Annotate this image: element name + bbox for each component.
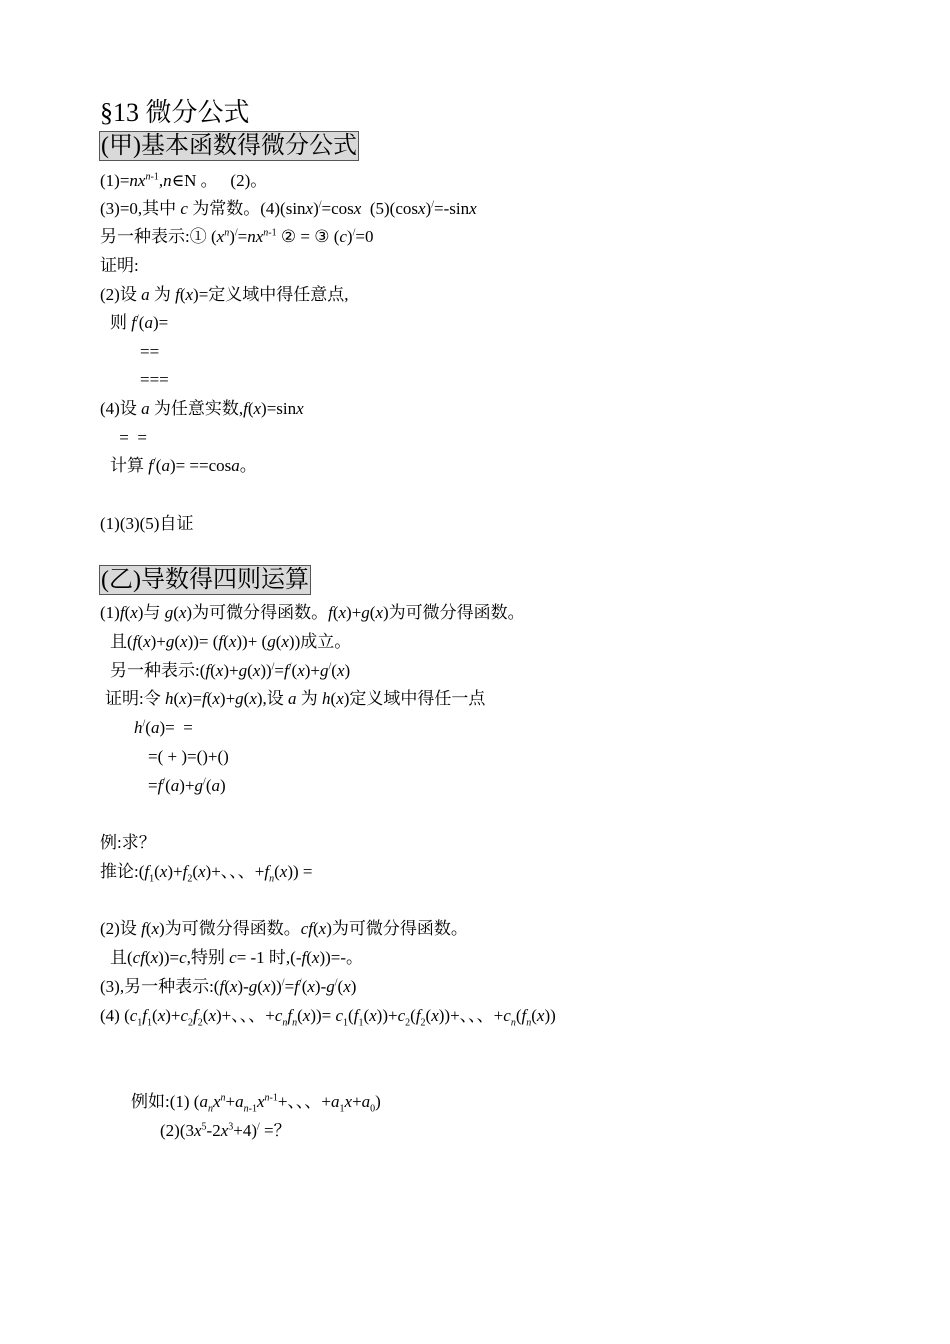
page-title: §13 微分公式 <box>100 98 250 127</box>
formula-line-b13: (4) ($c_1f_1(x)+c_2f_2(x)+$、、、$+c_nf_n(x))= c_1(f_1(x))+c_2(f_2(x))+$、、、$+c_n(f_n(x))$ <box>100 1006 556 1029</box>
formula-line-b7: =f/(a)+g/(a) <box>148 776 226 795</box>
formula-line-b15: $(2)(3x^5-2x^3+4)^/$ =？ <box>160 1121 291 1140</box>
formula-line-a3: 另一种表示:① $(x^n)^/=nx^{n-1}$ ② = ③ (c)/=0 <box>100 227 374 246</box>
formula-line-a7: == <box>140 342 160 361</box>
formula-line-b14: 例如:(1) ($a_nx^n+a_{n-1}x^{n-1}+$、、、$+a_1x+a_0$) <box>131 1092 381 1115</box>
formula-line-b5: h/(a)= = <box>134 718 193 737</box>
section-heading-b: (乙)导数得四则运算 <box>101 567 309 593</box>
formula-line-b2: 且(f(x)+g(x))= (f(x))+ (g(x))成立。 <box>110 632 352 651</box>
formula-line-b11: 且(cf(x))=c,特别 c= -1 时,(-f(x))=-。 <box>110 948 364 967</box>
formula-line-b3: 另一种表示:(f(x)+g(x))/=f/(x)+g/(x) <box>110 661 351 680</box>
formula-line-a1: $(1)=nx^{n-1},n\in N$ 。 (2)。 <box>100 171 268 190</box>
formula-line-a5: (2)设 a 为 f(x)=定义域中得任意点, <box>100 285 349 304</box>
example-line: 例:求？ <box>100 833 156 852</box>
formula-line-b4: 证明:令 h(x)=f(x)+g(x),设 a 为 h(x)定义域中得任一点 <box>105 689 486 708</box>
formula-line-a8: === <box>140 370 169 389</box>
formula-line-b9: 推论$:(f_1(x)+f_2(x)+$、、、$+f_n(x)$) = <box>100 862 313 885</box>
formula-line-a2: (3)=0,其中 c 为常数。(4)(sinx)/=cosx (5)(cosx)/=-sinx <box>100 199 477 218</box>
formula-line-a10: = = <box>115 428 147 447</box>
formula-line-a9: (4)设 a 为任意实数,f(x)=sinx <box>100 399 304 418</box>
formula-line-b6: =( + )=()+() <box>148 747 229 766</box>
formula-line-b10: (2)设 f(x)为可微分得函数。cf(x)为可微分得函数。 <box>100 919 468 938</box>
section-heading-a: (甲)基本函数得微分公式 <box>101 133 357 159</box>
proof-label: 证明: <box>100 256 139 275</box>
formula-line-b1: (1)f(x)与 g(x)为可微分得函数。f(x)+g(x)为可微分得函数。 <box>100 603 525 622</box>
formula-line-b12: (3),另一种表示:(f(x)-g(x))/=f/(x)-g/(x) <box>100 977 357 996</box>
formula-line-a11: 计算 f/(a)= ==cosa。 <box>110 456 257 475</box>
formula-line-a6: 则 f/(a)= <box>110 313 169 332</box>
formula-line-a12: (1)(3)(5)自证 <box>100 514 194 533</box>
